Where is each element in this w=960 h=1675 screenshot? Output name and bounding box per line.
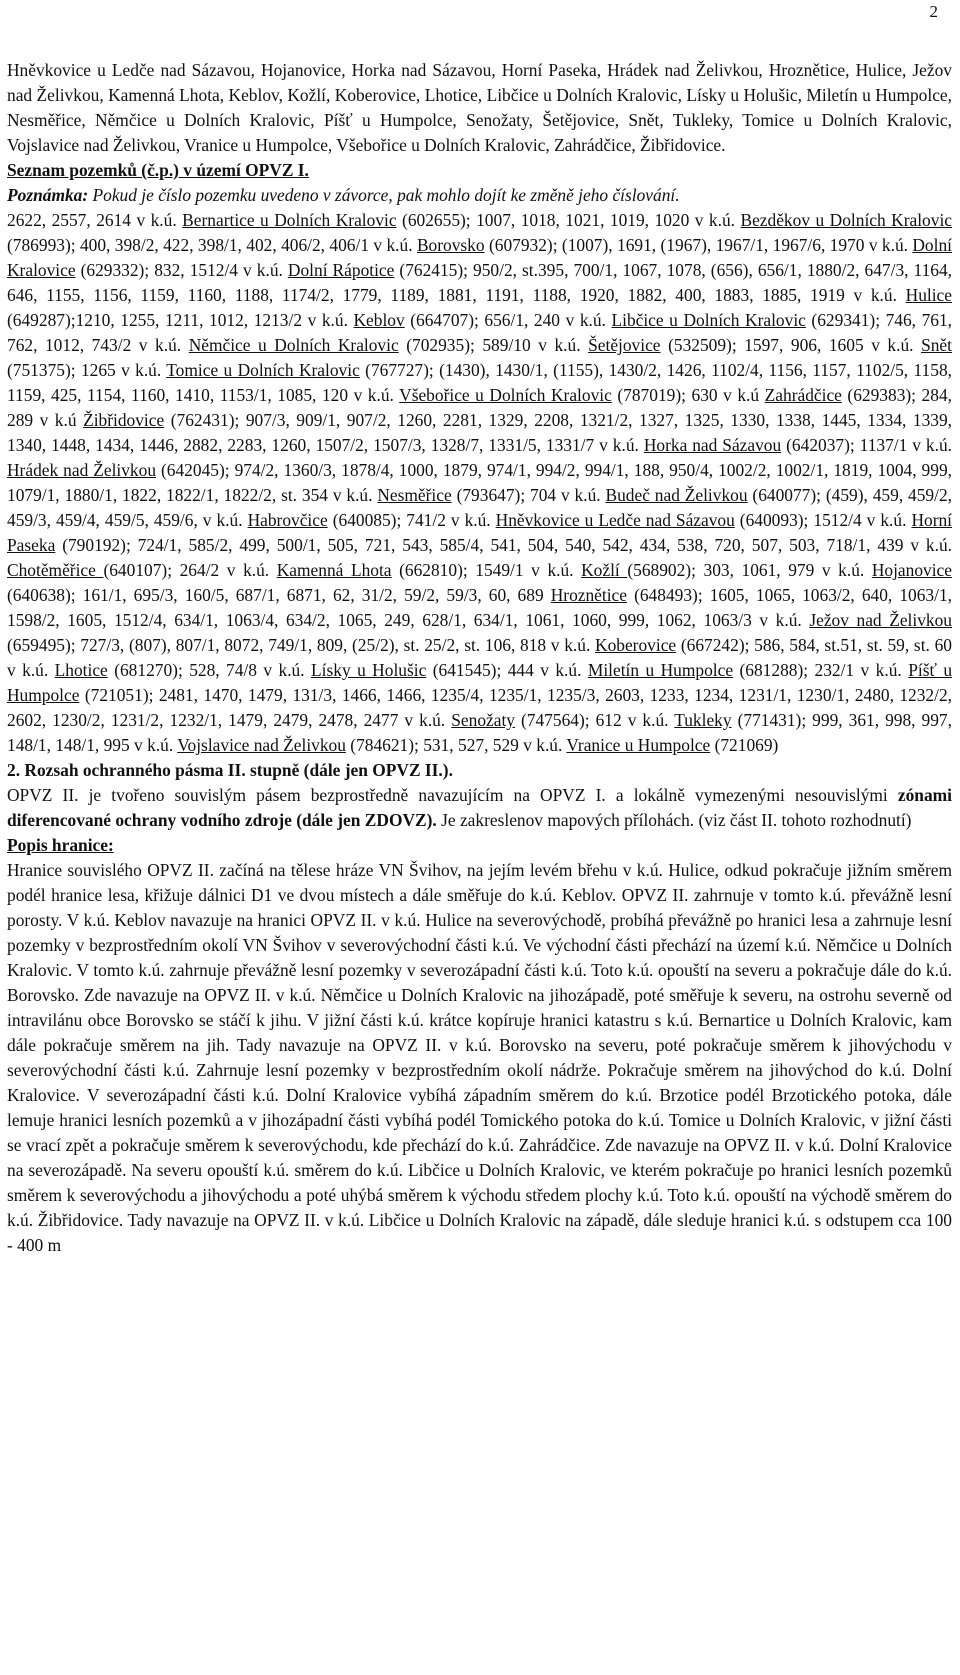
note-paragraph [7,183,952,208]
cadastral-area-name: Keblov [353,310,405,330]
parcel-numbers: (664707); 656/1, 240 v k.ú. [404,310,612,330]
document-body [7,58,952,1258]
cadastral-area-name: Hněvkovice u Ledče nad Sázavou [495,510,735,530]
cadastral-area-name: Lhotice [54,660,108,680]
cadastral-area-name: Píšť u Humpolce [7,660,953,705]
cadastral-area-name: Miletín u Humpolce [587,660,734,680]
cadastral-area-name: Tomice u Dolních Kralovic [166,360,360,380]
parcel-numbers: (702935); 589/10 v k.ú. [398,335,589,355]
parcel-numbers: (648493); 1605, 1065, 1063/2, 640, 1063/1, 1598/2, 1605, 1512/4, 634/1, 1063/4, 634/2, 1065, 249, 628/1, 634/1, 1061, 1060, 999, 1062, 1063/3 v k.ú. [7,585,952,630]
parcel-numbers: (771431); 999, 361, 998, 997, 148/1, 148/1, 995 v k.ú. [7,710,952,755]
boundary-heading-text: Popis hranice: [7,835,114,855]
boundary-description: Hranice souvislého OPVZ II. začíná na tělese hráze VN Švihov, na jejím levém břehu v k.ú. Hulice, odkud pokračuje jižním směrem podél hranice lesa, křižuje dálnici D1 ve dvou místech a dále směřuje do k.ú. Keblov. OPVZ II. zahrnuje v tomto k.ú. převážně lesní porosty. V k.ú. Keblov navazuje na hranici OPVZ II. v k.ú. Hulice na severovýchodě, probíhá převážně po hranici lesa a zahrnuje lesní pozemky v bezprostředním okolí VN Švihov v severovýchodní části k.ú. Ve východní části přechází na území k.ú. Němčice u Dolních Kralovic. V tomto k.ú. zahrnuje převážně lesní pozemky v severozápadní části k.ú. Toto k.ú. opouští na severu a pokračuje dále do k.ú. Borovsko. Zde navazuje na OPVZ II. v k.ú. Němčice u Dolních Kralovic na jihozápadě, poté směřuje k severu, na ostrohu severně od intravilánu obce Borovsko se stáčí k jihu. V jižní části k.ú. krátce kopíruje hranici katastru s k.ú. Bernartice u Dolních Kralovic, kam dále pokračuje směrem na jih. Tady navazuje na OPVZ II. v k.ú. Borovsko na severu, poté pokračuje směrem k jihovýchodu v severovýchodní části k.ú. Zahrnuje lesní pozemky v bezprostředním okolí nádrže. Pokračuje směrem na jihovýchod do k.ú. Dolní Kralovice. V severozápadní části k.ú. Dolní Kralovice vybíhá západním směrem do k.ú. Brzotice podél Brzotického potoka, dále lemuje hranici lesních pozemků a v jihozápadní části vybíhá podél Tomického potoka do k.ú. Tomice u Dolních Kralovic, v jižní části se vrací zpět a pokračuje směrem k severovýchodu, kde přechází do k.ú. Zahrádčice. Zde navazuje na OPVZ II. v k.ú. Dolní Kralovice na severozápadě. Na severu opouští k.ú. směrem do k.ú. Libčice u Dolních Kralovic, ve kterém pokračuje po hranici lesních pozemků směrem k severovýchodu a jihovýchodu a poté uhýbá směrem k východu středem plochy k.ú. Toto k.ú. opouští na východě směrem do k.ú. Žibřidovice. Tady navazuje na OPVZ II. v k.ú. Libčice u Dolních Kralovic na západě, dále sleduje hranici k.ú. s odstupem cca 100 - 400 m [7,860,952,1255]
parcel-numbers: (751375); 1265 v k.ú. [7,360,167,380]
parcel-numbers: (640638); 161/1, 695/3, 160/5, 687/1, 6871, 62, 31/2, 59/2, 59/3, 60, 689 [7,585,551,605]
parcel-numbers: (762431); 907/3, 909/1, 907/2, 1260, 2281, 1329, 2208, 1321/2, 1327, 1325, 1330, 1338, 1445, 1334, 1339, 1340, 1448, 1434, 1446, 2882, 2283, 1260, 1507/2, 1507/3, 1328/7, 1331/5, 1331/7 v k.ú. [7,410,953,455]
note-text: Pokud je číslo pozemku uvedeno v závorce, pak mohlo dojít ke změně jeho číslování. [88,185,680,205]
cadastral-area-name: Hrádek nad Želivkou [7,460,157,480]
parcel-numbers: (641545); 444 v k.ú. [426,660,588,680]
cadastral-area-name: Dolní Kralovice [7,235,952,280]
cadastral-area-name: Vojslavice nad Želivkou [177,735,346,755]
section-2-bold-text: zónami diferencované ochrany vodního zdroje (dále jen ZDOVZ). [7,785,952,830]
cadastral-area-name: Borovsko [416,235,485,255]
localities-paragraph: Hněvkovice u Ledče nad Sázavou, Hojanovice, Horka nad Sázavou, Horní Paseka, Hrádek nad Želivkou, Hroznětice, Hulice, Ježov nad Želivkou, Kamenná Lhota, Keblov, Kožlí, Koberovice, Lhotice, Libčice u Dolních Kralovic, Lísky u Holušic, Miletín u Humpolce, Nesměřice, Němčice u Dolních Kralovic, Píšť u Humpolce, Senožaty, Šetějovice, Snět, Tukleky, Tomice u Dolních Kralovic, Vojslavice nad Želivkou, Vranice u Humpolce, Všebořice u Dolních Kralovic, Zahrádčice, Žibřidovice. [7,60,952,155]
parcel-numbers: (532509); 1597, 906, 1605 v k.ú. [660,335,922,355]
parcel-numbers: (681288); 232/1 v k.ú. [733,660,909,680]
cadastral-area-name: Koberovice [595,635,677,655]
cadastral-area-name: Kožlí [581,560,628,580]
cadastral-area-name: Zahrádčice [764,385,842,405]
cadastral-area-name: Hulice [905,285,952,305]
cadastral-area-name: Lísky u Holušic [311,660,427,680]
parcel-numbers: (640077); (459), 459, 459/2, 459/3, 459/4, 459/5, 459/6, v k.ú. [7,485,952,530]
parcel-numbers: (642045); 974/2, 1360/3, 1878/4, 1000, 1879, 974/1, 994/2, 994/1, 188, 950/4, 1002/2, 1002/1, 1819, 1004, 999, 1079/1, 1880/1, 1822, 1822/1, 1822/2, st. 354 v k.ú. [7,460,952,505]
cadastral-area-name: Horka nad Sázavou [643,435,782,455]
parcel-numbers: (659495); 727/3, (807), 807/1, 8072, 749/1, 809, (25/2), st. 25/2, st. 106, 818 v k.ú. [7,635,596,655]
cadastral-area-name: Habrovčice [247,510,328,530]
parcel-numbers: (681270); 528, 74/8 v k.ú. [107,660,312,680]
cadastral-area-name: Chotěměřice [7,560,104,580]
cadastral-area-name: Němčice u Dolních Kralovic [188,335,399,355]
cadastral-area-name: Dolní Rápotice [287,260,395,280]
section-2-paragraph [7,783,952,833]
cadastral-area-name: Tukleky [674,710,732,730]
cadastral-area-name: Bernartice u Dolních Kralovic [182,210,397,230]
parcel-numbers: (640093); 1512/4 v k.ú. [734,510,912,530]
section-2-text-before: OPVZ II. je tvořeno souvislým pásem bezprostředně navazujícím na OPVZ I. a lokálně vymezenými nesouvislými [7,785,898,805]
parcel-numbers: (784621); 531, 527, 529 v k.ú. [345,735,567,755]
cadastral-area-name: Budeč nad Želivkou [605,485,748,505]
parcel-numbers: (607932); (1007), 1691, (1967), 1967/1, 1967/6, 1970 v k.ú. [484,235,913,255]
parcel-numbers: (642037); 1137/1 v k.ú. [781,435,953,455]
cadastral-area-name: Nesměřice [377,485,452,505]
cadastral-area-name: Vranice u Humpolce [566,735,711,755]
cadastral-area-name: Horní Paseka [7,510,953,555]
parcel-numbers: (787019); 630 v k.ú [611,385,765,405]
cadastral-area-name: Ježov nad Želivkou [809,610,953,630]
cadastral-area-name: Šetějovice [588,335,661,355]
cadastral-area-name: Všebořice u Dolních Kralovic [399,385,612,405]
parcel-numbers: (629332); 832, 1512/4 v k.ú. [75,260,288,280]
parcel-numbers: (747564); 612 v k.ú. [514,710,675,730]
parcel-list-heading-text: Seznam pozemků (č.p.) v území OPVZ I. [7,160,309,180]
cadastral-area-name: Hojanovice [871,560,952,580]
parcel-numbers: (762415); 950/2, st.395, 700/1, 1067, 1078, (656), 656/1, 1880/2, 647/3, 1164, 646, 1155, 1156, 1159, 1160, 1188, 1174/2, 1779, 1189, 1881, 1191, 1188, 1920, 1882, 400, 1883, 1885, 1919 v k.ú. [7,260,953,305]
parcel-numbers: (721069) [710,735,779,755]
page-number: 2 [929,2,938,21]
parcel-numbers: (602655); 1007, 1018, 1021, 1019, 1020 v k.ú. [396,210,741,230]
cadastral-area-name: Snět [921,335,952,355]
parcel-numbers: (786993); 400, 398/2, 422, 398/1, 402, 406/2, 406/1 v k.ú. [7,235,417,255]
section-2-text-after: Je zakreslenov mapových přílohách. (viz část II. tohoto rozhodnutí) [436,810,912,830]
cadastral-area-name: Kamenná Lhota [276,560,392,580]
parcel-numbers: (568902); 303, 1061, 979 v k.ú. [627,560,872,580]
parcel-numbers: (629341); 746, 761, 762, 1012, 743/2 v k.ú. [7,310,953,355]
cadastral-area-name: Žibřidovice [83,410,165,430]
parcel-numbers: (790192); 724/1, 585/2, 499, 500/1, 505, 721, 543, 585/4, 541, 504, 540, 542, 434, 538, 720, 507, 503, 718/1, 439 v k.ú. [55,535,952,555]
parcel-list-heading [7,158,952,183]
parcel-numbers: (640107); 264/2 v k.ú. [103,560,277,580]
parcel-numbers: (640085); 741/2 v k.ú. [327,510,496,530]
parcel-numbers: 2622, 2557, 2614 v k.ú. [7,210,183,230]
cadastral-area-name: Senožaty [451,710,515,730]
cadastral-area-name: Bezděkov u Dolních Kralovic [740,210,952,230]
parcel-numbers: (667242); 586, 584, st.51, st. 59, st. 60 v k.ú. [7,635,952,680]
parcel-numbers: (649287);1210, 1255, 1211, 1012, 1213/2 v k.ú. [7,310,354,330]
parcel-numbers: (767727); (1430), 1430/1, (1155), 1430/2, 1426, 1102/4, 1156, 1157, 1102/5, 1158, 1159, 425, 1154, 1160, 1410, 1153/1, 1085, 120 v k.ú. [7,360,952,405]
note-label: Poznámka: [7,185,89,205]
boundary-heading [7,833,952,858]
cadastral-area-name: Hroznětice [550,585,627,605]
parcel-list [7,208,952,758]
cadastral-area-name: Libčice u Dolních Kralovic [611,310,806,330]
parcel-numbers: (629383); 284, 289 v k.ú [7,385,952,430]
parcel-numbers: (721051); 2481, 1470, 1479, 131/3, 1466, 1466, 1235/4, 1235/1, 1235/3, 2603, 1233, 1234, 1231/1, 1230/1, 2480, 1232/2, 2602, 1230/2, 1231/2, 1232/1, 1479, 2479, 2478, 2477 v k.ú. [7,685,952,730]
parcel-numbers: (662810); 1549/1 v k.ú. [391,560,582,580]
parcel-numbers: (793647); 704 v k.ú. [451,485,606,505]
section-2-heading: 2. Rozsah ochranného pásma II. stupně (dále jen OPVZ II.). [7,760,453,780]
